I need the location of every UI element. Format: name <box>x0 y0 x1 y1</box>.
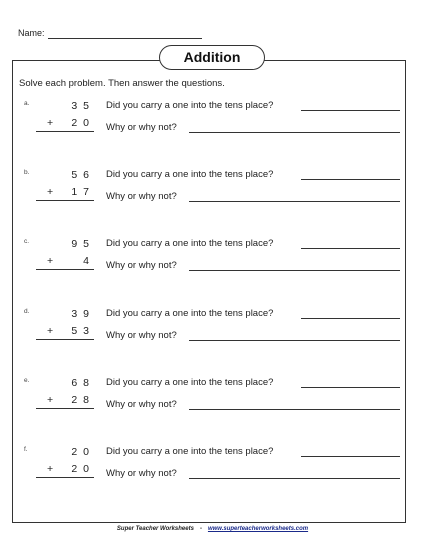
addend-bottom: 17 <box>71 186 95 198</box>
addend-top: 39 <box>71 308 95 320</box>
addend-top: 95 <box>71 238 95 250</box>
addend-bottom: 20 <box>71 463 95 475</box>
plus-sign: + <box>47 325 54 337</box>
sum-answer-line[interactable] <box>36 200 94 201</box>
carry-answer-line[interactable] <box>301 179 400 180</box>
why-answer-line[interactable] <box>189 132 400 133</box>
carry-question: Did you carry a one into the tens place? <box>106 446 274 457</box>
problem-e <box>0 377 425 437</box>
sum-answer-line[interactable] <box>36 339 94 340</box>
carry-answer-line[interactable] <box>301 110 400 111</box>
problem-letter: c. <box>24 238 30 245</box>
why-question: Why or why not? <box>106 330 177 341</box>
carry-question: Did you carry a one into the tens place? <box>106 308 274 319</box>
name-answer-line[interactable] <box>48 38 202 39</box>
sum-answer-line[interactable] <box>36 269 94 270</box>
problem-letter: e. <box>24 377 30 384</box>
why-answer-line[interactable] <box>189 478 400 479</box>
why-answer-line[interactable] <box>189 201 400 202</box>
why-question: Why or why not? <box>106 191 177 202</box>
problem-letter: d. <box>24 308 30 315</box>
carry-question: Did you carry a one into the tens place? <box>106 100 274 111</box>
addend-bottom: 4 <box>83 255 95 267</box>
why-question: Why or why not? <box>106 260 177 271</box>
carry-answer-line[interactable] <box>301 318 400 319</box>
addend-bottom: 28 <box>71 394 95 406</box>
why-answer-line[interactable] <box>189 409 400 410</box>
addend-bottom: 20 <box>71 117 95 129</box>
name-label: Name: <box>18 28 45 38</box>
plus-sign: + <box>47 117 54 129</box>
why-answer-line[interactable] <box>189 340 400 341</box>
problem-b <box>0 169 425 229</box>
carry-answer-line[interactable] <box>301 456 400 457</box>
why-question: Why or why not? <box>106 399 177 410</box>
addend-top: 68 <box>71 377 95 389</box>
addend-top: 35 <box>71 100 95 112</box>
problem-c <box>0 238 425 298</box>
problem-f <box>0 446 425 506</box>
problem-a <box>0 100 425 160</box>
instructions: Solve each problem. Then answer the questions. <box>19 78 225 89</box>
plus-sign: + <box>47 463 54 475</box>
plus-sign: + <box>47 394 54 406</box>
plus-sign: + <box>47 186 54 198</box>
problem-d <box>0 308 425 368</box>
why-question: Why or why not? <box>106 468 177 479</box>
why-answer-line[interactable] <box>189 270 400 271</box>
plus-sign: + <box>47 255 54 267</box>
sum-answer-line[interactable] <box>36 131 94 132</box>
carry-question: Did you carry a one into the tens place? <box>106 238 274 249</box>
carry-question: Did you carry a one into the tens place? <box>106 169 274 180</box>
addend-top: 20 <box>71 446 95 458</box>
footer-brand: Super Teacher Worksheets <box>116 526 194 532</box>
carry-question: Did you carry a one into the tens place? <box>106 377 274 388</box>
carry-answer-line[interactable] <box>301 248 400 249</box>
problem-letter: f. <box>24 446 28 453</box>
sum-answer-line[interactable] <box>36 408 94 409</box>
sum-answer-line[interactable] <box>36 477 94 478</box>
worksheet-title: Addition <box>159 45 265 70</box>
carry-answer-line[interactable] <box>301 387 400 388</box>
footer-url-link[interactable]: www.superteacherworksheets.com <box>207 526 309 532</box>
addend-bottom: 53 <box>71 325 95 337</box>
problem-letter: a. <box>24 100 30 107</box>
problem-letter: b. <box>24 169 30 176</box>
footer <box>0 526 425 532</box>
footer-separator: - <box>199 526 202 532</box>
why-question: Why or why not? <box>106 122 177 133</box>
addend-top: 56 <box>71 169 95 181</box>
